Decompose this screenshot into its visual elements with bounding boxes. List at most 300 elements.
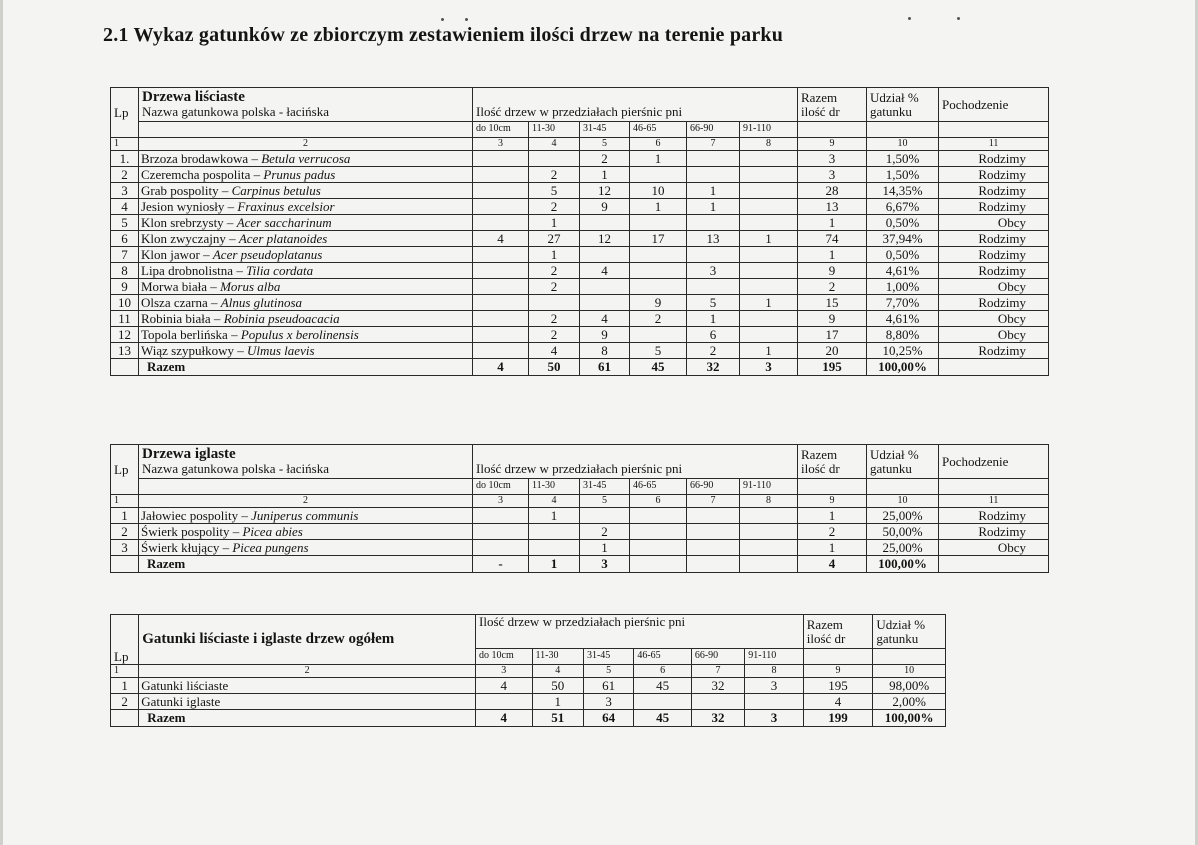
- column-number: 6: [634, 665, 691, 678]
- ranges-blank: [798, 122, 867, 138]
- row-lp: 5: [111, 215, 139, 231]
- page-title: 2.1 Wykaz gatunków ze zbiorczym zestawieniem ilości drzew na terenie parku: [103, 24, 784, 46]
- count-cell: 1: [687, 199, 740, 215]
- razem-cell: 3: [798, 167, 867, 183]
- count-cell: 2: [529, 327, 580, 343]
- colnum-row: [111, 665, 946, 678]
- scan-speck: [957, 17, 960, 20]
- razem-cell: 1: [798, 508, 867, 524]
- table-row: [111, 508, 1049, 524]
- count-cell: 1: [580, 167, 630, 183]
- column-number: 5: [580, 495, 630, 508]
- count-cell: 3: [687, 263, 740, 279]
- header-udzial: [867, 445, 939, 479]
- count-cell: 3: [745, 678, 804, 694]
- count-cell: [687, 215, 740, 231]
- species-name: [139, 263, 473, 279]
- table-row: [111, 524, 1049, 540]
- count-cell: [740, 183, 798, 199]
- count-cell: 8: [580, 343, 630, 359]
- razem-cell: 28: [798, 183, 867, 199]
- row-lp: 1.: [111, 151, 139, 167]
- species-name: [139, 327, 473, 343]
- total-label: Razem: [139, 710, 476, 727]
- species-polish: Morwa biała –: [141, 278, 221, 294]
- count-cell: 1: [740, 343, 798, 359]
- udzial-cell: 8,80%: [867, 327, 939, 343]
- species-latin: Prunus padus: [263, 166, 336, 182]
- total-count: 1: [529, 556, 580, 573]
- species-name: [139, 343, 473, 359]
- table-row: [111, 678, 946, 694]
- table-row: [111, 694, 946, 710]
- header-ilosc: Ilość drzew w przedziałach pierśnic pni: [476, 615, 804, 649]
- species-polish: Brzoza brodawkowa –: [141, 150, 262, 166]
- count-cell: [740, 524, 798, 540]
- pochodzenie-cell: Obcy: [939, 215, 1049, 231]
- count-cell: [473, 183, 529, 199]
- total-blank: [939, 359, 1049, 376]
- column-number: 3: [473, 495, 529, 508]
- count-cell: [630, 508, 687, 524]
- count-cell: 2: [529, 199, 580, 215]
- species-latin: Tilia cordata: [246, 262, 314, 278]
- count-cell: 4: [580, 263, 630, 279]
- count-cell: [687, 524, 740, 540]
- species-polish: Wiąz szypułkowy –: [141, 342, 247, 358]
- header-udzial: [867, 88, 939, 122]
- column-number: 10: [873, 665, 946, 678]
- table-iglaste: [110, 444, 1049, 573]
- total-count: 3: [740, 359, 798, 376]
- table-row: [111, 151, 1049, 167]
- udzial-cell: 1,50%: [867, 151, 939, 167]
- ranges-row: [111, 122, 1049, 138]
- total-count: -: [473, 556, 529, 573]
- total-razem: 199: [803, 710, 873, 727]
- count-cell: 2: [687, 343, 740, 359]
- column-number: 5: [583, 665, 633, 678]
- razem-cell: 2: [798, 279, 867, 295]
- column-number: 10: [867, 138, 939, 151]
- species-latin: Acer pseudoplatanus: [212, 246, 323, 262]
- species-polish: Czeremcha pospolita –: [141, 166, 264, 182]
- range-label: do 10cm: [473, 479, 529, 495]
- total-blank: [111, 710, 139, 727]
- total-blank: [111, 556, 139, 573]
- species-latin: Fraxinus excelsior: [237, 198, 335, 214]
- range-label: 66-90: [691, 649, 744, 665]
- header-ilosc: Ilość drzew w przedziałach pierśnic pni: [473, 445, 798, 479]
- total-label: Razem: [139, 556, 473, 573]
- ranges-blank: [798, 479, 867, 495]
- count-cell: [630, 263, 687, 279]
- row-lp: 2: [111, 524, 139, 540]
- count-cell: 1: [532, 694, 583, 710]
- table-row: [111, 540, 1049, 556]
- row-lp: 11: [111, 311, 139, 327]
- ranges-blank: [939, 122, 1049, 138]
- range-label: 91-110: [740, 479, 798, 495]
- species-name: [139, 199, 473, 215]
- species-name: [139, 295, 473, 311]
- razem-cell: 195: [803, 678, 873, 694]
- total-count: 45: [634, 710, 691, 727]
- pochodzenie-cell: Rodzimy: [939, 247, 1049, 263]
- count-cell: 1: [580, 540, 630, 556]
- table-row: [111, 231, 1049, 247]
- razem-cell: 1: [798, 247, 867, 263]
- count-cell: [473, 295, 529, 311]
- count-cell: 12: [580, 231, 630, 247]
- count-cell: 9: [630, 295, 687, 311]
- range-label: do 10cm: [476, 649, 532, 665]
- header-pochodzenie: Pochodzenie: [939, 445, 1049, 479]
- scan-edge-left: [0, 0, 3, 845]
- species-polish: Jałowiec pospolity –: [141, 507, 252, 523]
- count-cell: 4: [529, 343, 580, 359]
- column-number: 7: [691, 665, 744, 678]
- count-cell: 1: [529, 247, 580, 263]
- total-udzial: 100,00%: [873, 710, 946, 727]
- udzial-cell: 0,50%: [867, 247, 939, 263]
- count-cell: [529, 151, 580, 167]
- count-cell: [473, 311, 529, 327]
- count-cell: 2: [529, 279, 580, 295]
- count-cell: 61: [583, 678, 633, 694]
- count-cell: [473, 151, 529, 167]
- range-label: 31-45: [580, 122, 630, 138]
- header-razem-line1: Razem: [801, 89, 838, 105]
- count-cell: 2: [529, 311, 580, 327]
- udzial-cell: 50,00%: [867, 524, 939, 540]
- total-count: 61: [580, 359, 630, 376]
- count-cell: 6: [687, 327, 740, 343]
- column-number: 6: [630, 138, 687, 151]
- count-cell: 17: [630, 231, 687, 247]
- range-label: 66-90: [687, 479, 740, 495]
- header-razem: [798, 445, 867, 479]
- total-count: [630, 556, 687, 573]
- range-label: 11-30: [529, 479, 580, 495]
- count-cell: [630, 247, 687, 263]
- count-cell: [740, 151, 798, 167]
- count-cell: [740, 263, 798, 279]
- scan-speck: [908, 17, 911, 20]
- count-cell: [529, 295, 580, 311]
- header-name: Nazwa gatunkowa polska - łacińska: [142, 104, 329, 120]
- species-latin: Robinia pseudoacacia: [223, 310, 340, 326]
- count-cell: [687, 540, 740, 556]
- table-row: [111, 295, 1049, 311]
- range-label: 46-65: [630, 479, 687, 495]
- udzial-cell: 4,61%: [867, 263, 939, 279]
- razem-cell: 2: [798, 524, 867, 540]
- species-name: [139, 183, 473, 199]
- column-number: 8: [740, 138, 798, 151]
- total-razem: 195: [798, 359, 867, 376]
- range-label: 11-30: [529, 122, 580, 138]
- count-cell: [473, 343, 529, 359]
- total-blank: [939, 556, 1049, 573]
- species-name: [139, 231, 473, 247]
- section-heading: [139, 445, 473, 479]
- header-ilosc: Ilość drzew w przedziałach pierśnic pni: [473, 88, 798, 122]
- total-count: 3: [580, 556, 630, 573]
- count-cell: [630, 540, 687, 556]
- header-udzial-line2: gatunku: [876, 630, 919, 646]
- header-udzial-line1: Udział %: [876, 616, 926, 632]
- count-cell: [630, 215, 687, 231]
- section-heading: [139, 88, 473, 122]
- pochodzenie-cell: Obcy: [939, 540, 1049, 556]
- razem-cell: 1: [798, 540, 867, 556]
- table-lisciaste: [110, 87, 1049, 376]
- column-number: 2: [139, 138, 473, 151]
- table-row: [111, 279, 1049, 295]
- razem-cell: 4: [803, 694, 873, 710]
- count-cell: 32: [691, 678, 744, 694]
- header-udzial: [873, 615, 946, 649]
- total-count: 50: [529, 359, 580, 376]
- species-name: [139, 524, 473, 540]
- row-lp: 1: [111, 508, 139, 524]
- count-cell: [740, 540, 798, 556]
- pochodzenie-cell: Rodzimy: [939, 151, 1049, 167]
- count-cell: [687, 151, 740, 167]
- species-polish: Robinia biała –: [141, 310, 224, 326]
- column-number: 8: [745, 665, 804, 678]
- header-udzial-line2: gatunku: [870, 460, 912, 476]
- count-cell: 2: [580, 524, 630, 540]
- count-cell: [630, 327, 687, 343]
- range-label: 66-90: [687, 122, 740, 138]
- razem-cell: 13: [798, 199, 867, 215]
- header-udzial-line2: gatunku: [870, 103, 912, 119]
- ranges-row: [111, 479, 1049, 495]
- species-latin: Ulmus laevis: [246, 342, 315, 358]
- section-heading-text: Drzewa iglaste: [142, 446, 236, 463]
- pochodzenie-cell: Obcy: [939, 311, 1049, 327]
- udzial-cell: 1,50%: [867, 167, 939, 183]
- udzial-cell: 14,35%: [867, 183, 939, 199]
- pochodzenie-cell: Rodzimy: [939, 295, 1049, 311]
- header-lp: Lp: [111, 88, 139, 138]
- count-cell: 1: [740, 231, 798, 247]
- column-number: 9: [803, 665, 873, 678]
- total-count: 45: [630, 359, 687, 376]
- total-count: 4: [473, 359, 529, 376]
- table-row: [111, 215, 1049, 231]
- count-cell: [745, 694, 804, 710]
- total-count: 32: [691, 710, 744, 727]
- count-cell: [687, 279, 740, 295]
- count-cell: 9: [580, 327, 630, 343]
- count-cell: 1: [529, 215, 580, 231]
- column-number: 7: [687, 138, 740, 151]
- table-row: [111, 327, 1049, 343]
- pochodzenie-cell: Obcy: [939, 327, 1049, 343]
- udzial-cell: 6,67%: [867, 199, 939, 215]
- count-cell: [580, 508, 630, 524]
- count-cell: 1: [630, 151, 687, 167]
- species-name: [139, 311, 473, 327]
- ranges-blank: [873, 649, 946, 665]
- row-lp: 8: [111, 263, 139, 279]
- count-cell: [473, 199, 529, 215]
- total-count: 3: [745, 710, 804, 727]
- column-number: 1: [111, 665, 139, 678]
- razem-cell: 15: [798, 295, 867, 311]
- species-latin: Carpinus betulus: [231, 182, 321, 198]
- species-polish: Świerk kłujący –: [141, 539, 233, 555]
- row-lp: 10: [111, 295, 139, 311]
- species-name: [139, 279, 473, 295]
- header-razem-line1: Razem: [801, 446, 838, 462]
- column-number: 11: [939, 495, 1049, 508]
- header-udzial-line1: Udział %: [870, 89, 919, 105]
- total-label: Razem: [139, 359, 473, 376]
- range-label: 31-45: [583, 649, 633, 665]
- species-latin: Alnus glutinosa: [220, 294, 303, 310]
- pochodzenie-cell: Rodzimy: [939, 231, 1049, 247]
- column-number: 9: [798, 138, 867, 151]
- udzial-cell: 2,00%: [873, 694, 946, 710]
- pochodzenie-cell: Rodzimy: [939, 167, 1049, 183]
- table-row: [111, 311, 1049, 327]
- column-number: 3: [476, 665, 532, 678]
- header-pochodzenie: Pochodzenie: [939, 88, 1049, 122]
- count-cell: [473, 327, 529, 343]
- count-cell: [634, 694, 691, 710]
- scan-speck: [465, 18, 468, 21]
- header-razem: [803, 615, 873, 649]
- count-cell: [740, 215, 798, 231]
- row-lp: 4: [111, 199, 139, 215]
- species-name: [139, 247, 473, 263]
- ranges-name-blank: [139, 122, 473, 138]
- total-count: 4: [476, 710, 532, 727]
- row-lp: 3: [111, 183, 139, 199]
- count-cell: [580, 279, 630, 295]
- count-cell: [529, 524, 580, 540]
- count-cell: [529, 540, 580, 556]
- species-latin: Juniperus communis: [251, 507, 359, 523]
- udzial-cell: 98,00%: [873, 678, 946, 694]
- count-cell: 12: [580, 183, 630, 199]
- total-row: [111, 359, 1049, 376]
- column-number: 10: [867, 495, 939, 508]
- pochodzenie-cell: Rodzimy: [939, 508, 1049, 524]
- colnum-row: [111, 495, 1049, 508]
- table-row: [111, 343, 1049, 359]
- count-cell: [580, 295, 630, 311]
- razem-cell: 20: [798, 343, 867, 359]
- column-number: 4: [532, 665, 583, 678]
- count-cell: [687, 508, 740, 524]
- count-cell: 5: [529, 183, 580, 199]
- column-number: 2: [139, 665, 476, 678]
- species-latin: Betula verrucosa: [261, 150, 351, 166]
- row-lp: 9: [111, 279, 139, 295]
- count-cell: [580, 215, 630, 231]
- razem-cell: 9: [798, 311, 867, 327]
- total-udzial: 100,00%: [867, 359, 939, 376]
- table-row: [111, 199, 1049, 215]
- column-number: 7: [687, 495, 740, 508]
- udzial-cell: 0,50%: [867, 215, 939, 231]
- udzial-cell: 4,61%: [867, 311, 939, 327]
- species-polish: Klon zwyczajny –: [141, 230, 239, 246]
- range-label: 11-30: [532, 649, 583, 665]
- species-polish: Klon srebrzysty –: [141, 214, 237, 230]
- column-number: 5: [580, 138, 630, 151]
- count-cell: [740, 247, 798, 263]
- razem-cell: 9: [798, 263, 867, 279]
- ranges-blank: [867, 122, 939, 138]
- count-cell: 4: [473, 231, 529, 247]
- species-latin: Acer saccharinum: [236, 214, 332, 230]
- count-cell: [740, 508, 798, 524]
- count-cell: [630, 524, 687, 540]
- pochodzenie-cell: Rodzimy: [939, 183, 1049, 199]
- count-cell: 1: [687, 183, 740, 199]
- section-heading: [139, 615, 476, 665]
- section-heading-text: Drzewa liściaste: [142, 89, 245, 106]
- row-lp: 13: [111, 343, 139, 359]
- total-count: 51: [532, 710, 583, 727]
- pochodzenie-cell: Rodzimy: [939, 199, 1049, 215]
- pochodzenie-cell: Rodzimy: [939, 524, 1049, 540]
- table-row: [111, 263, 1049, 279]
- section-heading-text: Gatunki liściaste i iglaste drzew ogółem: [142, 630, 395, 647]
- count-cell: [476, 694, 532, 710]
- total-count: [687, 556, 740, 573]
- header-udzial-line1: Udział %: [870, 446, 919, 462]
- razem-cell: 74: [798, 231, 867, 247]
- range-label: 31-45: [580, 479, 630, 495]
- species-polish: Topola berlińska –: [141, 326, 241, 342]
- column-number: 4: [529, 495, 580, 508]
- udzial-cell: 1,00%: [867, 279, 939, 295]
- total-count: 64: [583, 710, 633, 727]
- species-polish: Jesion wyniosły –: [141, 198, 238, 214]
- pochodzenie-cell: Rodzimy: [939, 263, 1049, 279]
- column-number: 4: [529, 138, 580, 151]
- total-row: [111, 556, 1049, 573]
- ranges-name-blank: [139, 479, 473, 495]
- row-lp: 3: [111, 540, 139, 556]
- count-cell: 2: [529, 167, 580, 183]
- group-name: Gatunki iglaste: [139, 694, 476, 710]
- ranges-blank: [867, 479, 939, 495]
- razem-cell: 1: [798, 215, 867, 231]
- count-cell: 3: [583, 694, 633, 710]
- udzial-cell: 10,25%: [867, 343, 939, 359]
- count-cell: [740, 279, 798, 295]
- species-latin: Morus alba: [220, 278, 281, 294]
- row-lp: 6: [111, 231, 139, 247]
- total-row: [111, 710, 946, 727]
- species-name: [139, 167, 473, 183]
- razem-cell: 17: [798, 327, 867, 343]
- table-row: [111, 167, 1049, 183]
- colnum-row: [111, 138, 1049, 151]
- species-polish: Klon jawor –: [141, 246, 213, 262]
- udzial-cell: 7,70%: [867, 295, 939, 311]
- count-cell: 13: [687, 231, 740, 247]
- udzial-cell: 25,00%: [867, 508, 939, 524]
